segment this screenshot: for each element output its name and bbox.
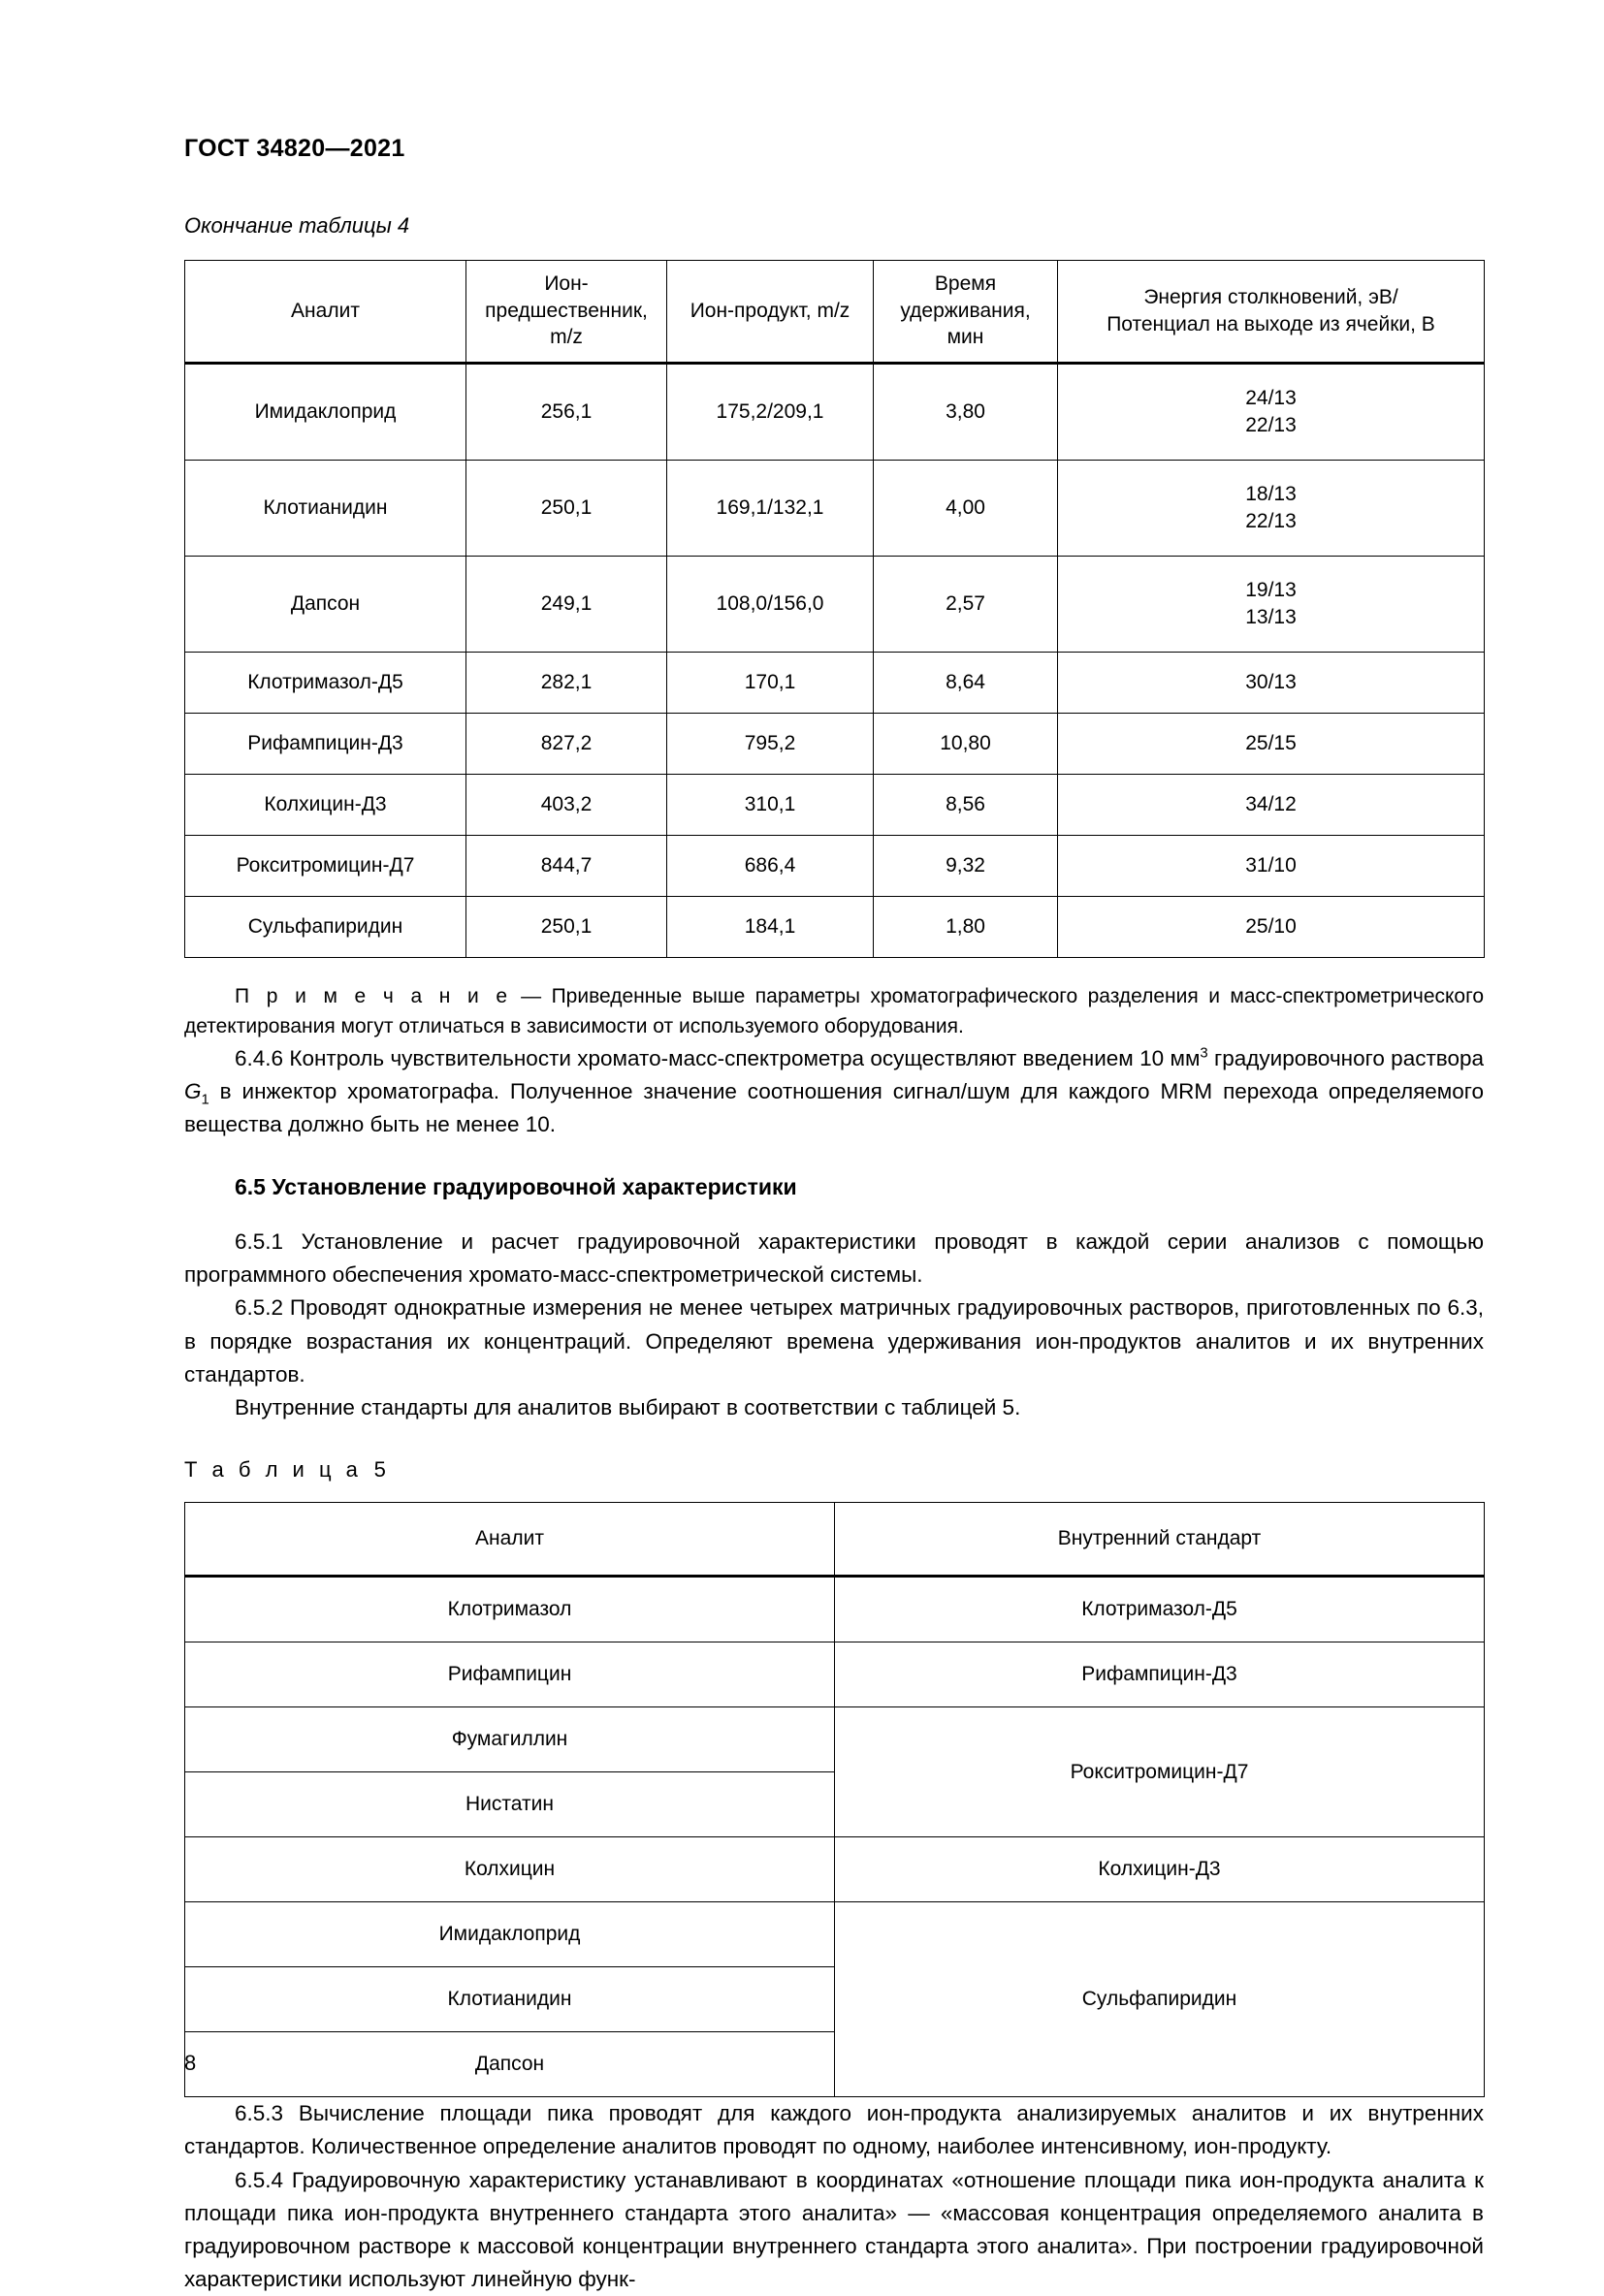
cell-collision-energy	[1058, 556, 1485, 652]
cell-precursor: 827,2	[466, 713, 667, 774]
cell-collision-energy: 34/12	[1058, 774, 1485, 835]
cell-internal-standard: Колхицин-Д3	[835, 1837, 1485, 1902]
cell-internal-standard: Рифампицин-Д3	[835, 1642, 1485, 1707]
table4-note	[184, 981, 1484, 1042]
cell-analyte: Рифампицин	[185, 1642, 835, 1707]
table4-header-row	[185, 260, 1485, 363]
cell-analyte: Дапсон	[185, 2032, 835, 2097]
page-content	[184, 136, 1484, 2296]
paragraph-6-5-4	[184, 2164, 1484, 2296]
cell-analyte: Фумагиллин	[185, 1707, 835, 1772]
table4-col-rt	[874, 260, 1058, 363]
cell-analyte: Клотримазол	[185, 1577, 835, 1642]
table-row	[185, 460, 1485, 556]
cell-product: 170,1	[667, 652, 874, 713]
cell-collision-energy	[1058, 363, 1485, 460]
cell-precursor: 256,1	[466, 363, 667, 460]
table5-caption	[184, 1457, 1484, 1483]
p646-part-c: в инжектор хроматографа. Полученное значение соотношения сигнал/шум для каждого MRM перехода определяемого вещества должно быть не менее 10.	[184, 1078, 1484, 1136]
cell-product: 175,2/209,1	[667, 363, 874, 460]
p653-text: 6.5.3 Вычисление площади пика проводят для каждого ион-продукта анализируемых аналитов и их внутренних стандартов. Количественное определение аналитов проводят по одному, наиболее интенсивному, ион-продукту.	[184, 2101, 1484, 2159]
cell-analyte: Рокситромицин-Д7	[185, 835, 466, 896]
cell-internal-standard: Сульфапиридин	[835, 1902, 1485, 2097]
cell-precursor: 282,1	[466, 652, 667, 713]
cell-analyte: Имидаклоприд	[185, 363, 466, 460]
table5-col-analyte: Аналит	[185, 1503, 835, 1577]
cell-analyte: Дапсон	[185, 556, 466, 652]
cell-product: 108,0/156,0	[667, 556, 874, 652]
cell-collision-energy-line1: 24/13	[1245, 386, 1297, 409]
paragraph-6-5-2b	[184, 1391, 1484, 1424]
table-row	[185, 652, 1485, 713]
cell-product: 310,1	[667, 774, 874, 835]
table4-col-rt-line1: Время	[934, 271, 997, 295]
cell-product: 184,1	[667, 896, 874, 957]
section-heading-6-5: 6.5 Установление градуировочной характеристики	[235, 1174, 797, 1200]
cell-retention-time: 8,56	[874, 774, 1058, 835]
table-row	[185, 363, 1485, 460]
cell-collision-energy	[1058, 460, 1485, 556]
cell-collision-energy-line2: 22/13	[1245, 413, 1297, 436]
note-dash: —	[510, 984, 552, 1007]
p646-symbol-g: G	[184, 1078, 202, 1103]
cell-retention-time: 9,32	[874, 835, 1058, 896]
table-4	[184, 260, 1485, 958]
cell-precursor: 403,2	[466, 774, 667, 835]
cell-retention-time: 10,80	[874, 713, 1058, 774]
table-row	[185, 1837, 1485, 1902]
cell-analyte: Клотианидин	[185, 460, 466, 556]
p651-text: 6.5.1 Установление и расчет градуировочной характеристики проводят в каждой серии анализов с помощью программного обеспечения хромато-масс-спектрометрической системы.	[184, 1229, 1484, 1288]
cell-collision-energy: 25/10	[1058, 896, 1485, 957]
table4-col-analyte: Аналит	[185, 260, 466, 363]
cell-analyte: Сульфапиридин	[185, 896, 466, 957]
table-row	[185, 896, 1485, 957]
p654-text: 6.5.4 Градуировочную характеристику устанавливают в координатах «отношение площади пика ион-продукта аналита к площади пика ион-продукта внутреннего стандарта этого аналита» — «массовая концентрация определяемого аналита в градуировочном растворе к массовой концентрации внутреннего стандарта этого аналита». При построении градуировочной характеристики используют линейную функ-	[184, 2167, 1484, 2292]
cell-retention-time: 8,64	[874, 652, 1058, 713]
table-row	[185, 713, 1485, 774]
table-row	[185, 1902, 1485, 1967]
cell-collision-energy-line2: 22/13	[1245, 509, 1297, 532]
cell-precursor: 844,7	[466, 835, 667, 896]
p646-subscript: 1	[201, 1092, 209, 1108]
table4-col-rt-line3: мин	[946, 326, 984, 349]
table4-col-precursor-line1: Ион-	[544, 271, 589, 295]
table-row	[185, 1642, 1485, 1707]
p652-text: 6.5.2 Проводят однократные измерения не менее четырех матричных градуировочных растворов, приготовленных по 6.3, в порядке возрастания их концентраций. Определяют времена удерживания ион-продуктов аналитов и их внутренних стандартов.	[184, 1295, 1484, 1387]
cell-analyte: Колхицин-Д3	[185, 774, 466, 835]
cell-analyte: Колхицин	[185, 1837, 835, 1902]
cell-collision-energy-line2: 13/13	[1245, 605, 1297, 628]
table-row	[185, 1577, 1485, 1642]
document-header: ГОСТ 34820—2021	[184, 135, 405, 162]
cell-collision-energy-line1: 19/13	[1245, 578, 1297, 601]
cell-precursor: 250,1	[466, 460, 667, 556]
table4-caption: Окончание таблицы 4	[184, 212, 410, 238]
p646-superscript: 3	[1200, 1045, 1208, 1061]
cell-analyte: Имидаклоприд	[185, 1902, 835, 1967]
table5-col-standard: Внутренний стандарт	[835, 1503, 1485, 1577]
table4-col-energy-line2: Потенциал на выходе из ячейки, В	[1107, 312, 1435, 335]
cell-analyte: Нистатин	[185, 1772, 835, 1837]
cell-analyte: Рифампицин-Д3	[185, 713, 466, 774]
cell-collision-energy: 25/15	[1058, 713, 1485, 774]
table4-col-rt-line2: удерживания,	[900, 299, 1031, 322]
cell-analyte: Клотианидин	[185, 1967, 835, 2032]
table-row	[185, 835, 1485, 896]
cell-precursor: 249,1	[466, 556, 667, 652]
page-number: 8	[184, 2051, 197, 2075]
note-text: Приведенные выше параметры хроматографического разделения и масс-спектрометрического детектирования могут отличаться в зависимости от используемого оборудования.	[184, 984, 1484, 1037]
table4-col-precursor	[466, 260, 667, 363]
table4-col-energy-line1: Энергия столкновений, эВ/	[1143, 285, 1398, 308]
cell-retention-time: 4,00	[874, 460, 1058, 556]
table-row	[185, 1707, 1485, 1772]
table5-header-row	[185, 1503, 1485, 1577]
cell-internal-standard: Рокситромицин-Д7	[835, 1707, 1485, 1837]
table5-caption-number: 5	[373, 1457, 386, 1483]
table4-col-product: Ион-продукт, m/z	[667, 260, 874, 363]
cell-retention-time: 1,80	[874, 896, 1058, 957]
p652b-text: Внутренние стандарты для аналитов выбирают в соответствии с таблицей 5.	[235, 1395, 1021, 1419]
cell-collision-energy-line1: 18/13	[1245, 482, 1297, 505]
table-row	[185, 774, 1485, 835]
paragraph-6-5-1	[184, 1226, 1484, 1292]
paragraph-6-4-6	[184, 1042, 1484, 1142]
paragraph-6-5-3	[184, 2097, 1484, 2163]
cell-product: 795,2	[667, 713, 874, 774]
table5-body	[185, 1577, 1485, 2097]
cell-collision-energy: 30/13	[1058, 652, 1485, 713]
cell-product: 686,4	[667, 835, 874, 896]
table-row	[185, 556, 1485, 652]
note-label: П р и м е ч а н и е	[235, 984, 511, 1007]
paragraph-6-5-2	[184, 1292, 1484, 1391]
p646-part-a: 6.4.6 Контроль чувствительности хромато-масс-спектрометра осуществляют введением 10 мм	[235, 1045, 1201, 1070]
table5-caption-prefix: Т а б л и ц а	[184, 1457, 363, 1483]
cell-retention-time: 2,57	[874, 556, 1058, 652]
table4-body	[185, 363, 1485, 957]
table-5	[184, 1502, 1485, 2097]
cell-product: 169,1/132,1	[667, 460, 874, 556]
cell-collision-energy: 31/10	[1058, 835, 1485, 896]
cell-internal-standard: Клотримазол-Д5	[835, 1577, 1485, 1642]
table4-col-precursor-line3: m/z	[550, 326, 583, 349]
cell-analyte: Клотримазол-Д5	[185, 652, 466, 713]
cell-precursor: 250,1	[466, 896, 667, 957]
table4-col-precursor-line2: предшественник,	[485, 299, 648, 322]
cell-retention-time: 3,80	[874, 363, 1058, 460]
p646-part-b: градуировочного раствора	[1207, 1045, 1485, 1070]
table4-col-energy	[1058, 260, 1485, 363]
